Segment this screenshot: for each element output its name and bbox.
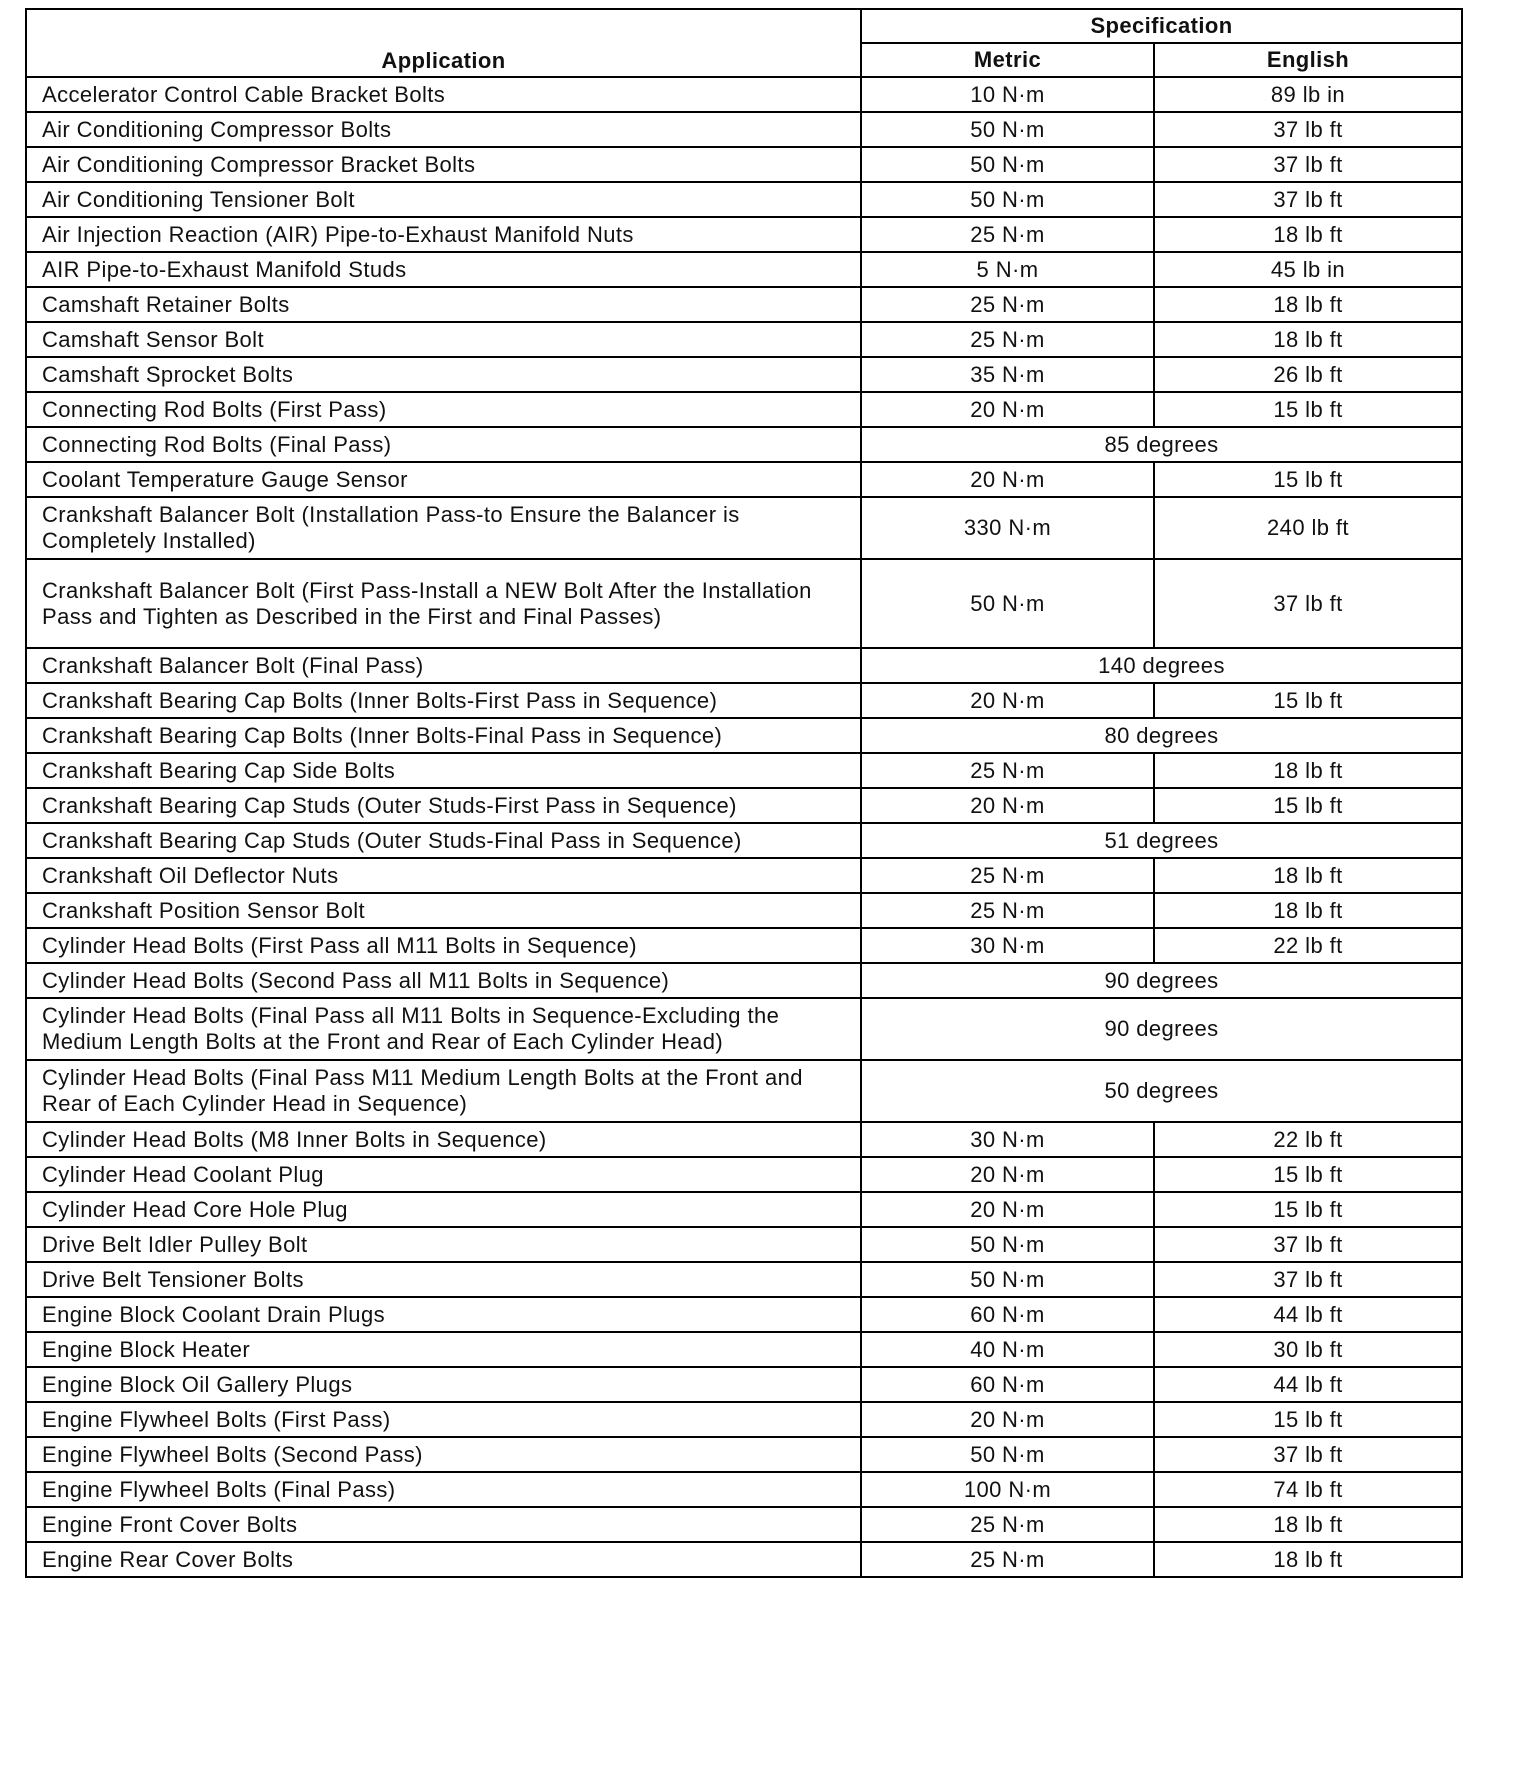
- application-cell: Crankshaft Balancer Bolt (Installation Pass-to Ensure the Balancer is Completely Installed): [26, 497, 861, 559]
- angle-spec-cell: 85 degrees: [861, 427, 1462, 462]
- metric-cell: 30 N·m: [861, 928, 1154, 963]
- table-row: [26, 718, 1462, 753]
- metric-cell: 25 N·m: [861, 858, 1154, 893]
- metric-cell: 20 N·m: [861, 392, 1154, 427]
- english-cell: 18 lb ft: [1154, 1507, 1462, 1542]
- metric-cell: 50 N·m: [861, 1437, 1154, 1472]
- table-row: [26, 1060, 1462, 1122]
- application-cell: Cylinder Head Core Hole Plug: [26, 1192, 861, 1227]
- table-row: [26, 893, 1462, 928]
- metric-cell: 60 N·m: [861, 1297, 1154, 1332]
- metric-cell: 50 N·m: [861, 1262, 1154, 1297]
- english-cell: 37 lb ft: [1154, 1262, 1462, 1297]
- table-row: [26, 1297, 1462, 1332]
- table-row: [26, 858, 1462, 893]
- table-row: [26, 1542, 1462, 1577]
- english-cell: 22 lb ft: [1154, 928, 1462, 963]
- metric-cell: 60 N·m: [861, 1367, 1154, 1402]
- table-row: [26, 1262, 1462, 1297]
- angle-spec-cell: 140 degrees: [861, 648, 1462, 683]
- table-row: [26, 1507, 1462, 1542]
- application-cell: Cylinder Head Bolts (First Pass all M11 Bolts in Sequence): [26, 928, 861, 963]
- english-cell: 240 lb ft: [1154, 497, 1462, 559]
- application-cell: Crankshaft Balancer Bolt (First Pass-Install a NEW Bolt After the Installation Pass and Tighten as Described in the First and Final Passes): [26, 559, 861, 648]
- application-cell: Engine Rear Cover Bolts: [26, 1542, 861, 1577]
- table-row: [26, 287, 1462, 322]
- application-cell: Air Conditioning Compressor Bracket Bolts: [26, 147, 861, 182]
- metric-cell: 25 N·m: [861, 1507, 1154, 1542]
- english-cell: 18 lb ft: [1154, 1542, 1462, 1577]
- english-cell: 15 lb ft: [1154, 1192, 1462, 1227]
- application-cell: Crankshaft Oil Deflector Nuts: [26, 858, 861, 893]
- application-cell: Engine Front Cover Bolts: [26, 1507, 861, 1542]
- table-row: [26, 77, 1462, 112]
- angle-spec-cell: 51 degrees: [861, 823, 1462, 858]
- table-row: [26, 392, 1462, 427]
- metric-cell: 25 N·m: [861, 1542, 1154, 1577]
- metric-cell: 20 N·m: [861, 1402, 1154, 1437]
- application-cell: Connecting Rod Bolts (First Pass): [26, 392, 861, 427]
- angle-spec-cell: 80 degrees: [861, 718, 1462, 753]
- english-cell: 22 lb ft: [1154, 1122, 1462, 1157]
- english-cell: 37 lb ft: [1154, 182, 1462, 217]
- table-row: [26, 1437, 1462, 1472]
- application-cell: Connecting Rod Bolts (Final Pass): [26, 427, 861, 462]
- application-cell: Crankshaft Bearing Cap Studs (Outer Studs-Final Pass in Sequence): [26, 823, 861, 858]
- metric-cell: 35 N·m: [861, 357, 1154, 392]
- table-row: [26, 147, 1462, 182]
- table-row: [26, 1367, 1462, 1402]
- table-row: [26, 427, 1462, 462]
- table-row: [26, 217, 1462, 252]
- english-cell: 18 lb ft: [1154, 217, 1462, 252]
- english-cell: 45 lb in: [1154, 252, 1462, 287]
- metric-cell: 50 N·m: [861, 1227, 1154, 1262]
- metric-cell: 20 N·m: [861, 462, 1154, 497]
- application-cell: AIR Pipe-to-Exhaust Manifold Studs: [26, 252, 861, 287]
- application-cell: Air Conditioning Compressor Bolts: [26, 112, 861, 147]
- application-cell: Crankshaft Balancer Bolt (Final Pass): [26, 648, 861, 683]
- metric-cell: 5 N·m: [861, 252, 1154, 287]
- header-metric: Metric: [861, 43, 1154, 77]
- english-cell: 15 lb ft: [1154, 1157, 1462, 1192]
- english-cell: 37 lb ft: [1154, 112, 1462, 147]
- application-cell: Crankshaft Bearing Cap Bolts (Inner Bolts-Final Pass in Sequence): [26, 718, 861, 753]
- metric-cell: 20 N·m: [861, 683, 1154, 718]
- metric-cell: 25 N·m: [861, 287, 1154, 322]
- table-row: [26, 1157, 1462, 1192]
- english-cell: 15 lb ft: [1154, 1402, 1462, 1437]
- english-cell: 44 lb ft: [1154, 1297, 1462, 1332]
- table-row: [26, 683, 1462, 718]
- table-row: [26, 497, 1462, 559]
- table-row: [26, 182, 1462, 217]
- english-cell: 15 lb ft: [1154, 462, 1462, 497]
- metric-cell: 50 N·m: [861, 112, 1154, 147]
- table-row: [26, 753, 1462, 788]
- application-cell: Engine Block Heater: [26, 1332, 861, 1367]
- table-row: [26, 998, 1462, 1060]
- english-cell: 18 lb ft: [1154, 322, 1462, 357]
- english-cell: 18 lb ft: [1154, 753, 1462, 788]
- application-cell: Crankshaft Position Sensor Bolt: [26, 893, 861, 928]
- metric-cell: 25 N·m: [861, 217, 1154, 252]
- application-cell: Engine Block Oil Gallery Plugs: [26, 1367, 861, 1402]
- metric-cell: 330 N·m: [861, 497, 1154, 559]
- application-cell: Engine Flywheel Bolts (Second Pass): [26, 1437, 861, 1472]
- english-cell: 15 lb ft: [1154, 683, 1462, 718]
- table-row: [26, 1192, 1462, 1227]
- application-cell: Camshaft Sensor Bolt: [26, 322, 861, 357]
- application-cell: Accelerator Control Cable Bracket Bolts: [26, 77, 861, 112]
- english-cell: 15 lb ft: [1154, 392, 1462, 427]
- table-body: [26, 77, 1462, 1577]
- english-cell: 37 lb ft: [1154, 147, 1462, 182]
- application-cell: Air Injection Reaction (AIR) Pipe-to-Exhaust Manifold Nuts: [26, 217, 861, 252]
- torque-spec-table: [25, 8, 1463, 1578]
- table-row: [26, 559, 1462, 648]
- metric-cell: 100 N·m: [861, 1472, 1154, 1507]
- application-cell: Engine Flywheel Bolts (Final Pass): [26, 1472, 861, 1507]
- english-cell: 89 lb in: [1154, 77, 1462, 112]
- metric-cell: 20 N·m: [861, 788, 1154, 823]
- application-cell: Cylinder Head Bolts (Final Pass all M11 Bolts in Sequence-Excluding the Medium Length Bolts at the Front and Rear of Each Cylinder Head): [26, 998, 861, 1060]
- angle-spec-cell: 90 degrees: [861, 963, 1462, 998]
- application-cell: Engine Flywheel Bolts (First Pass): [26, 1402, 861, 1437]
- application-cell: Crankshaft Bearing Cap Side Bolts: [26, 753, 861, 788]
- application-cell: Camshaft Sprocket Bolts: [26, 357, 861, 392]
- metric-cell: 25 N·m: [861, 893, 1154, 928]
- application-cell: Air Conditioning Tensioner Bolt: [26, 182, 861, 217]
- metric-cell: 40 N·m: [861, 1332, 1154, 1367]
- english-cell: 37 lb ft: [1154, 1437, 1462, 1472]
- english-cell: 26 lb ft: [1154, 357, 1462, 392]
- metric-cell: 50 N·m: [861, 559, 1154, 648]
- table-row: [26, 252, 1462, 287]
- table-row: [26, 928, 1462, 963]
- header-specification: Specification: [861, 9, 1462, 43]
- english-cell: 37 lb ft: [1154, 559, 1462, 648]
- application-cell: Coolant Temperature Gauge Sensor: [26, 462, 861, 497]
- header-application: Application: [26, 9, 861, 77]
- english-cell: 18 lb ft: [1154, 287, 1462, 322]
- english-cell: 37 lb ft: [1154, 1227, 1462, 1262]
- angle-spec-cell: 90 degrees: [861, 998, 1462, 1060]
- table-row: [26, 357, 1462, 392]
- application-cell: Cylinder Head Bolts (Final Pass M11 Medium Length Bolts at the Front and Rear of Each Cylinder Head in Sequence): [26, 1060, 861, 1122]
- english-cell: 18 lb ft: [1154, 858, 1462, 893]
- english-cell: 18 lb ft: [1154, 893, 1462, 928]
- application-cell: Crankshaft Bearing Cap Bolts (Inner Bolts-First Pass in Sequence): [26, 683, 861, 718]
- application-cell: Cylinder Head Bolts (Second Pass all M11 Bolts in Sequence): [26, 963, 861, 998]
- table-row: [26, 648, 1462, 683]
- application-cell: Crankshaft Bearing Cap Studs (Outer Studs-First Pass in Sequence): [26, 788, 861, 823]
- table-row: [26, 788, 1462, 823]
- metric-cell: 20 N·m: [861, 1157, 1154, 1192]
- english-cell: 30 lb ft: [1154, 1332, 1462, 1367]
- table-row: [26, 823, 1462, 858]
- application-cell: Drive Belt Idler Pulley Bolt: [26, 1227, 861, 1262]
- header-english: English: [1154, 43, 1462, 77]
- table-row: [26, 1402, 1462, 1437]
- metric-cell: 50 N·m: [861, 147, 1154, 182]
- english-cell: 44 lb ft: [1154, 1367, 1462, 1402]
- metric-cell: 50 N·m: [861, 182, 1154, 217]
- application-cell: Engine Block Coolant Drain Plugs: [26, 1297, 861, 1332]
- application-cell: Cylinder Head Coolant Plug: [26, 1157, 861, 1192]
- metric-cell: 10 N·m: [861, 77, 1154, 112]
- metric-cell: 30 N·m: [861, 1122, 1154, 1157]
- english-cell: 74 lb ft: [1154, 1472, 1462, 1507]
- table-row: [26, 1472, 1462, 1507]
- table-row: [26, 112, 1462, 147]
- table-row: [26, 462, 1462, 497]
- table-row: [26, 1122, 1462, 1157]
- table-row: [26, 1227, 1462, 1262]
- metric-cell: 25 N·m: [861, 322, 1154, 357]
- application-cell: Camshaft Retainer Bolts: [26, 287, 861, 322]
- table-row: [26, 1332, 1462, 1367]
- metric-cell: 25 N·m: [861, 753, 1154, 788]
- english-cell: 15 lb ft: [1154, 788, 1462, 823]
- table-row: [26, 322, 1462, 357]
- table-row: [26, 963, 1462, 998]
- metric-cell: 20 N·m: [861, 1192, 1154, 1227]
- application-cell: Cylinder Head Bolts (M8 Inner Bolts in Sequence): [26, 1122, 861, 1157]
- application-cell: Drive Belt Tensioner Bolts: [26, 1262, 861, 1297]
- angle-spec-cell: 50 degrees: [861, 1060, 1462, 1122]
